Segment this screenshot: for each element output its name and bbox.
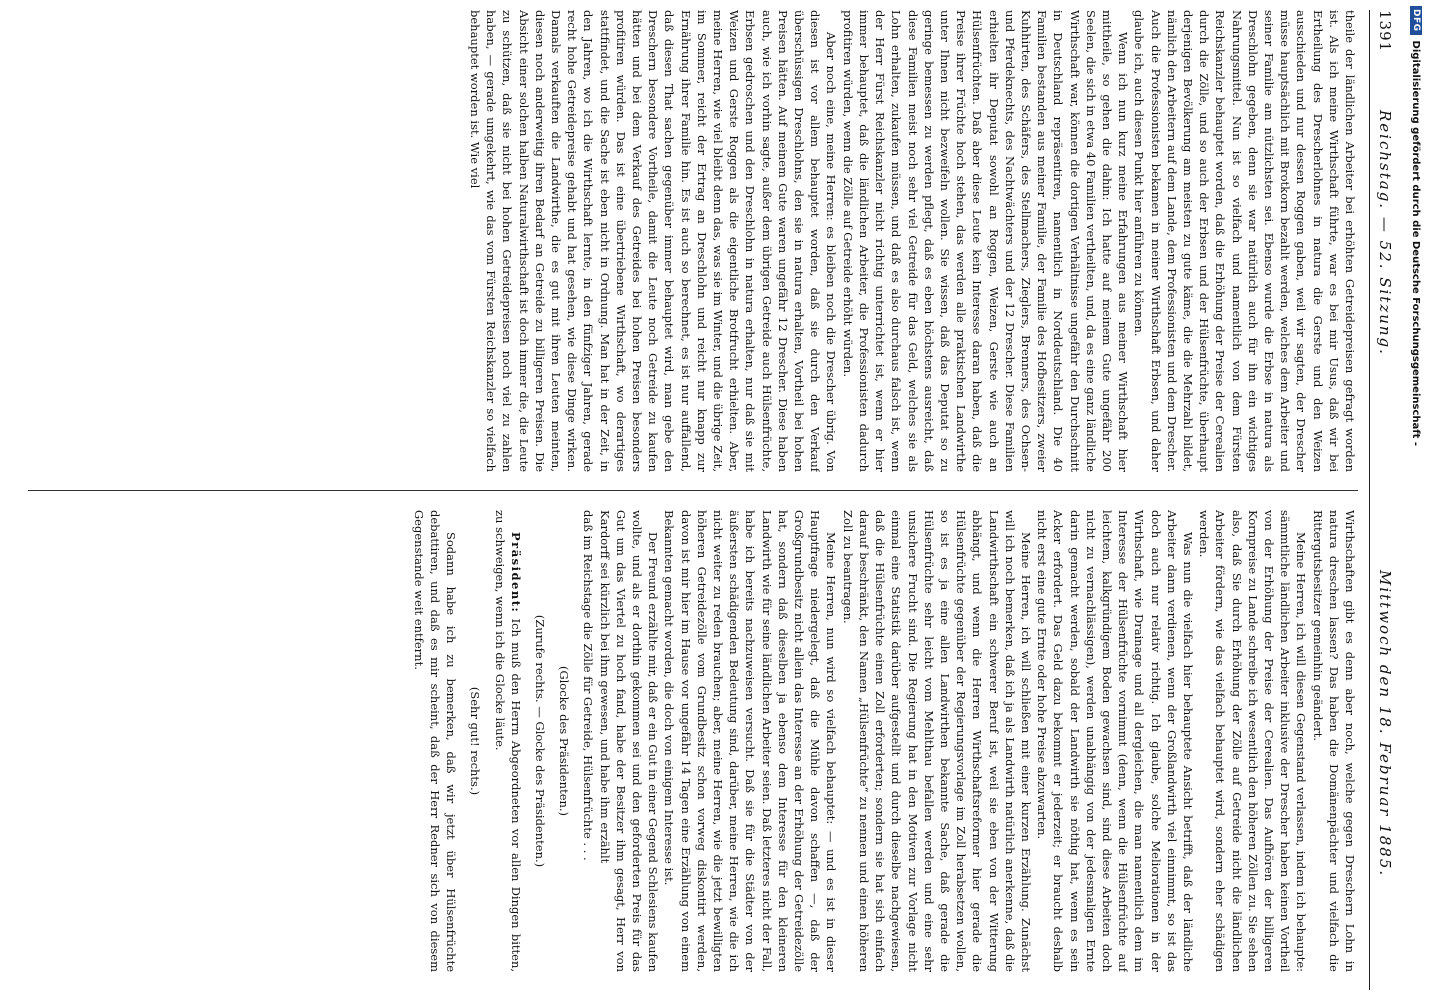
running-head [1372,10,1398,990]
dfg-credit-strip [1404,0,1432,1000]
quote-line: daß im Reichstage die Zölle für Getreide, Hülsenfrüchte . . . [581,510,596,861]
newspaper-page [18,10,1398,990]
session-date: Mittwoch den 18. Februar 1885. [1376,570,1394,878]
right-column [28,510,1358,972]
right-paragraph-5: Meine Herren, nun wird so vielfach behauptet: — und es ist in dieser Hauptfrage niedergelegt, daß die Mühle davon schaffen —, daß der Großgrundbesitz nicht allein das Interesse an der Erhöhung der Getreidezölle hat, sondern daß dieselben ja ebenso dem Interesse für den kleineren Landwirth wie für seine ländlichen Arbeiter seien. Daß letzteres nicht der Fall, habe ich bereits nachzuweisen versucht. Daß sie für die Städter von der äußersten schädigenden Bedeutung sind, darüber, meine Herren, wie die ich nicht weiter zu reden brauchen; aber, meine Herren, wie die jetzt bewilligten höheren Getreidezölle vom Grundbesitz schon vorweg diskontirt werden, davon ist mir hier im Hause vor ungefähr 14 Tagen eine Erzählung von einem Bekannten gemacht worden, die doch von einigem Interesse ist. [662,510,839,972]
applause-note: (Sehr gut! rechts.) [468,686,483,796]
left-paragraph-3: Aber noch eine, meine Herren: es bleiben noch die Drescher übrig. Von diesen ist vor allem behauptet worden, daß sie durch den Verkauf überschüssigen Dreschlohns, den sie in natura erhalten, Vortheil bei hohen Preisen hätten. Auf meinem Gute waren ungefähr 12 Drescher. Diese haben auch, wie ich vorhin sagte, außer dem übrigen Getreide auch Hülsenfrüchte, Erbsen gedroschen und den Dreschlohn in natura erhalten, nur daß sie mit Weizen und Gerste Roggen als die eigentliche Brotfrucht erhielten. Aber, meine Herren, wie viel bleibt denn das, was sie im Winter, und die übrige Zeit, im Sommer, reicht der Ertrag an Dreschlohn und reicht nur knapp zur Ernährung ihrer Familie hin. Es ist auch so berechnet, es ist nur auffallend, daß diesen That sachen gegenüber immer behauptet wird, man gebe den Dreschern besondere Vortheile, damit die Leute noch Getreide zu kaufen hätten und bei dem Verkauf des Getreides bei hohen Preisen besonders profitiren würden. Das ist eine übertriebene Wirthschaft, wo derartiges stattfindet, und die Sache ist eben nicht in Ordnung. Man hat in der Zeit, in den Jahren, wo ich die Wirthschaft lernte, in den fünfziger Jahren, gerade recht hohe Getreidepreise gehabt und hat gesehen, wie diese Dinge wirken. Damals verkauften die Landwirthe, die es gut mit ihren Leuten meinten, diesen noch anderweitig ihren Bedarf an Getreide zu billigeren Preisen. Die Absicht einer solchen halben Naturalwirthschaft ist doch immer die, die Leute zu schützen, daß sie nicht bei hohen Getreidepreisen noch viel zu zahlen haben, — gerade umgekehrt, wie das vom Fürsten Reichskanzler so vielfach behauptet worden ist. Wie viel [468,10,839,472]
closing-paragraph: Sodann habe ich zu bemerken, daß wir jetzt über Hülsenfrüchte debattiren, und daß es mir scheint, daß der Herr Redner sich von diesem Gegenstande weit entfernt. [411,510,459,972]
president-label: Präsident: [508,532,523,614]
left-paragraph-2: Wenn ich nun kurz meine Erfahrungen aus meiner Wirthschaft hier mittheile, so gehen die dahin: Ich hatte auf meinem Gute ungefähr 200 Seelen, die sich in etwa 40 Familien vertheilten, und, da es eine ganz ländliche Wirthschaft war, können die dortigen Verhältnisse ungefähr den Durchschnitt in Deutschland repräsentiren, namentlich in Norddeutschland. Die 40 Familien bestanden aus meiner Familie, der Familie des Hofbesitzers, zweier Kuhhirten, des Schäfers, des Stellmachers, Zieglers, Brenners, des Ochsen- und Pferdeknechts, des Nachtwächters und der 12 Drescher. Diese Familien erhielten ihr Deputat sowohl an Roggen, Weizen, Gerste wie auch an Hülsenfrüchten. Daß aber diese Leute kein Interesse daran haben, daß die Preise ihrer Früchte hoch stehen, das werden alle praktischen Landwirthe unter Ihnen nicht bezweifeln wollen. Sie wissen, daß das Deputat so zu geringe bemessen zu werden pflegt, daß es eben höchstens ausreicht, daß diese Familien meist noch sehr viel Getreide für das Geld, welches sie als Lohn erhalten, zukaufen müssen, und daß es also durchaus falsch ist, wenn der Herr Fürst Reichskanzler nicht richtig unterrichtet ist, wenn er hier immer behauptet, daß die ländlichen Arbeiter, die Professionisten dadurch profitiren würden, wenn die Zölle auf Getreide erhöht würden. [840,10,1131,472]
interjection-note: (Zurufe rechts. — Glocke des Präsidenten.) [533,614,548,868]
dfg-logo: DFG [1410,6,1422,35]
right-paragraph-6: Der Freund erzählte mir, daß er ein Gut in einer Gegend Schlesiens kaufen wollte, und als er dorthin gekommen sei und den geforderten Preis für das Gut um das Viertel zu hoch fand, habe der Besitzer ihm gesagt, Herr von Kardorff sei kürzlich bei ihm gewesen, und habe ihm erzählt [597,510,661,972]
right-paragraph-1: Wirthschaften gibt es denn aber noch, welche gegen Dreschern Lohn in natura dreschen lassen? Das haben die Domänenpächter und vielfach die Rittergutsbesitzer gemeinhin geändert. [1310,510,1357,972]
left-column [28,10,1358,472]
right-paragraph-4: Meine Herren, ich will schließen mit einer kurzen Erzählung. Zunächst will ich noch bemerken, daß ich ja als Landwirth natürlich anerkenne, daß die Landwirthschaft ein schwerer Beruf ist, weil sie eben von der Witterung abhängt, und wenn die Herren Wirthschaftsreformer hier gerade die Hülsenfrüchte gegenüber der Regierungsvorlage im Zoll herabsetzen wollen, so ist es ja eine allen Landwirthen bekannte Sache, daß gerade die Hülsenfrüchte sehr leicht vom Mehlthau befallen werden und eine sehr unsichere Frucht sind. Die Regierung hat in den Motiven zur Vorlage nicht einmal eine Statistik darüber aufgestellt und durch dieselbe nachgewiesen, daß die Hülsenfrüchte einen Zoll erforderten; sondern sie hat sich einfach darauf beschränkt, den Namen „Hülsenfrüchte“ zu nennen und einen höheren Zoll zu beantragen. [840,510,1033,972]
header-rule [1369,10,1370,990]
dfg-credit-text: Digitalisierung gefördert durch die Deutsche Forschungsgemeinschaft - [1410,40,1422,447]
president-bell-note: (Glocke des Präsidenten.) [557,665,572,817]
right-paragraph-3: Was nun die vielfach hier behauptete Ansicht betrifft, daß der ländliche Arbeiter dann verdienen, wenn der Großlandwirth viel einnimmt, so ist das doch auch nur relativ richtig. Ich glaube, solche Meliorationen in der Wirthschaft, wie Drainage und all dergleichen, die man namentlich dem im Interesse der Hülsenfrüchte vornimmt (denn, wenn die Hülsenfrüchte auf leichtem, kalkgründigem Boden gewachsen sind, sind diese Arbeiten doch nicht zu vernachlässigen), werden unabhängig von der jedesmaligen Ernte darin gemacht werden, sobald der Landwirth sie nöthig hat, wenn es sein Acker erfordert. Das Geld dazu bekommt er jederzeit; er braucht deshalb nicht erst eine gute Ernte oder hohe Preise abzuwarten. [1035,510,1195,972]
right-paragraph-2: Meine Herren, ich will diesen Gegenstand verlassen, indem ich behaupte: sämmtliche ländlichen Arbeiter inklusive der Drescher haben keinen Vortheil von der Erhöhung der Preise der Cerealien. Das Aufhören der billigeren Kornpreise zu Lande schreibe ich wesentlich den höheren Zöllen zu. Sie sehen also, daß Sie durch Erhöhung der Zölle auf Getreide nicht die ländlichen Arbeiter fördern, wie das vielfach behauptet wird, sondern eher schädigen werden. [1197,510,1309,972]
page-number: 1391 [1376,10,1394,53]
session-title: Reichstag. — 52. Sitzung. [1376,110,1394,356]
column-divider [28,490,1358,491]
president-speech [491,510,523,972]
left-paragraph-1: theile der ländlichen Arbeiter bei erhöhten Getreidepreisen gefragt worden ist. Als ich meine Wirthschaft führte, war es bei mir Usus, daß wir bei Ertheilung des Drescherlohnes in natura die Gerste und den Weizen ausschieden und nur dessen Roggen gaben, weil wir sagten, der Drescher müsse hauptsächlich mit Brotkorn bezahlt werden, welches dem Arbeiter und seiner Familie am nützlichsten sei. Ebenso wurde die Erbse in natura als Dreschlohn gegeben, denn sie war natürlich auch für ihn ein wichtiges Nahrungsmittel. Nun ist so vielfach und namentlich von dem Fürsten Reichskanzler behauptet worden, daß die Erhöhung der Preise der Cerealien durch die Zölle, und so auch der Erbsen und der Hülsenfrüchte, überhaupt derjenigen Bevölkerung am meisten zu gute käme, die die Mehrzahl bildet, nämlich den Arbeitern auf dem Lande, dem Professionisten und dem Drescher. Auch die Professionisten bekamen in meiner Wirthschaft Erbsen, und daher glaube ich, auch diesen Punkt hier anführen zu können. [1132,10,1357,472]
dfg-credit [1402,6,1430,1006]
president-text: Ich muß den Herrn Abgeordneten vor allen Dingen bitten, zu schweigen, wenn ich die Glocke läute. [492,510,523,972]
